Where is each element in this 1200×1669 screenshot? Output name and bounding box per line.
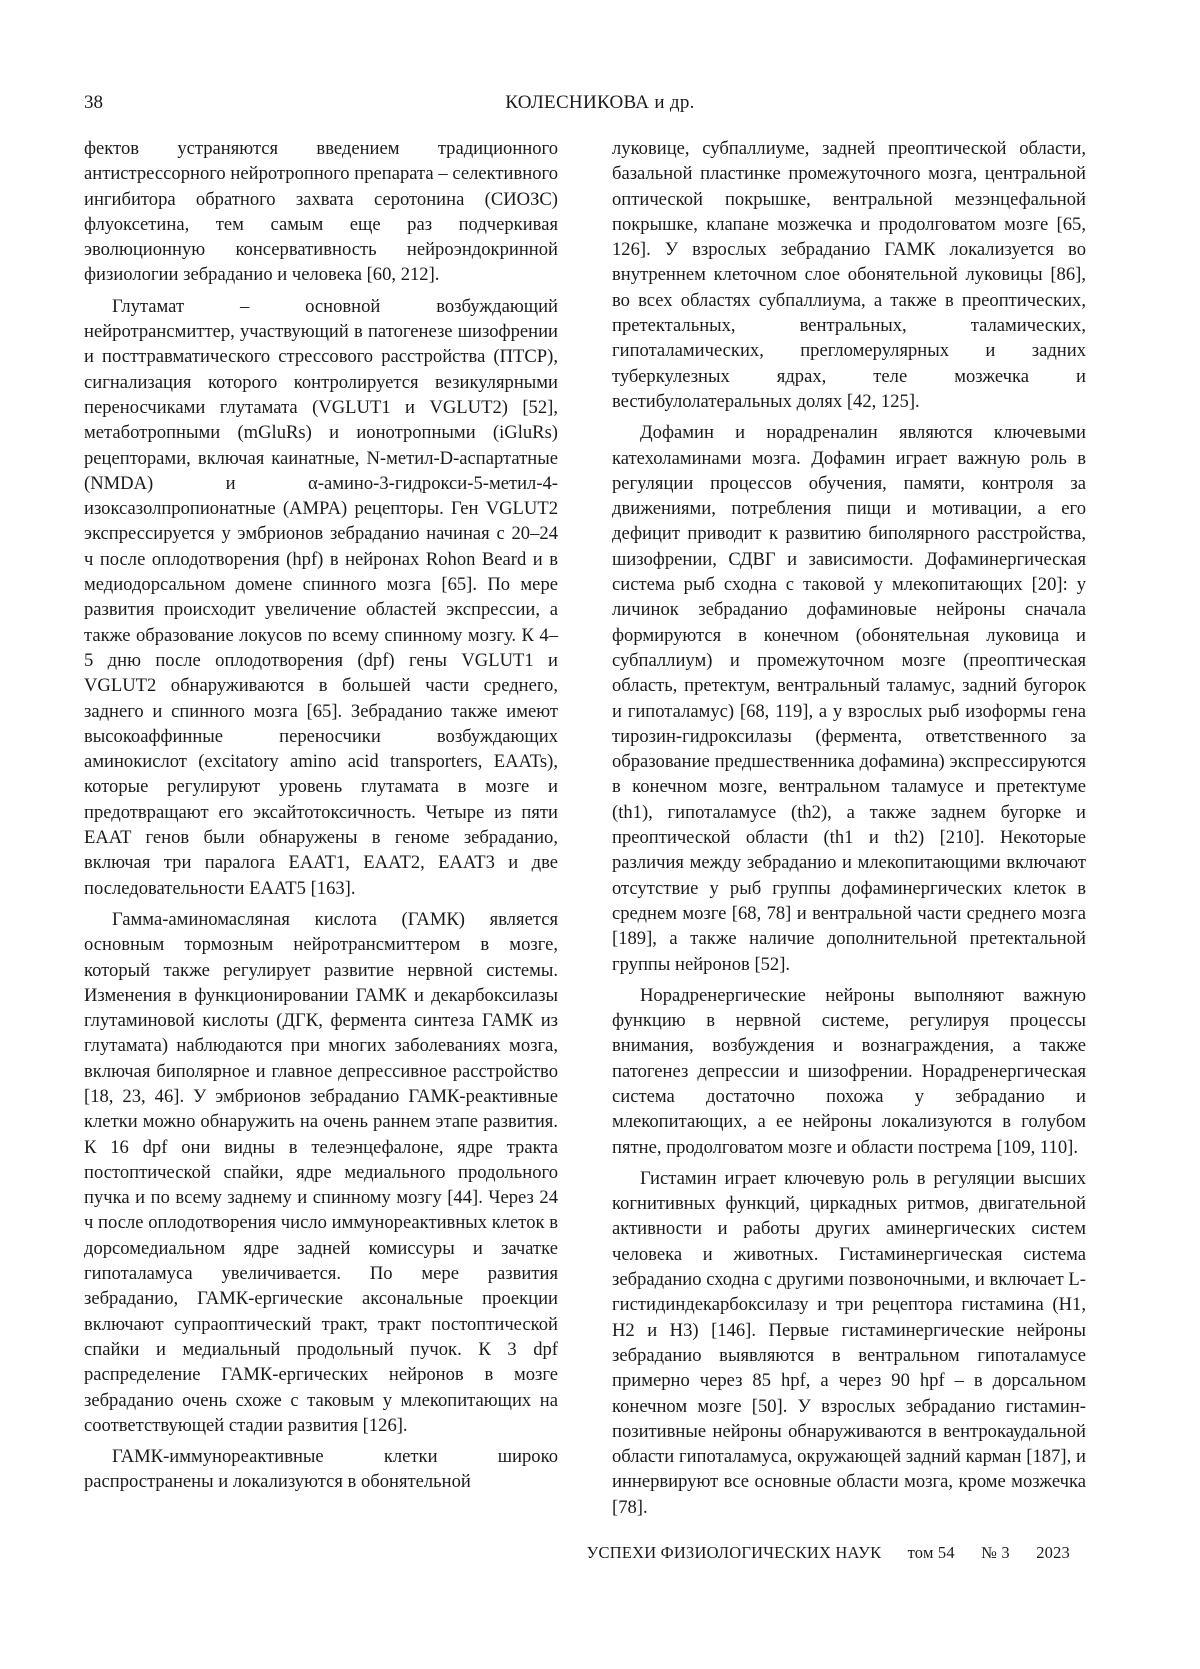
- paragraph: Дофамин и норадреналин являются ключевыми катехоламинами мозга. Дофамин играет важную роль в регуляции процессов обучения, памяти, контроля за движениями, потребления пищи и мотивации, а его дефицит приводит к развитию биполярного расстройства, шизофрении, СДВГ и зависимости. Дофаминергическая система рыб сходна с таковой у млекопитающих [20]: у личинок зебраданио дофаминовые нейроны сначала формируются в конечном (обонятельная луковица и субпаллиум) и промежуточном мозге (преоптическая область, претектум, вентральный таламус, задний бугорок и гипоталамус) [68, 119], а у взрослых рыб изоформы гена тирозин-гидроксилазы (фермента, ответственного за образование предшественника дофамина) экспрессируются в конечном мозге, вентральном таламусе и претектуме (th1), гипоталамусе (th2), а также заднем бугорке и преоптической области (th1 и th2) [210]. Некоторые различия между зебраданио и млекопитающими включают отсутствие у рыб группы дофаминергических клеток в среднем мозге [68, 78] и вентральной части среднего мозга [189], а также наличие дополнительной претектальной группы нейронов [52].: [612, 422, 1086, 975]
- paragraph: Норадренергические нейроны выполняют важную функцию в нервной системе, регулируя процессы внимания, возбуждения и вознаграждения, а также патогенез депрессии и шизофрении. Норадренергическая система достаточно похожа у зебраданио и млекопитающих, а ее нейроны локализуются в голубом пятне, продолговатом мозге и области постремa [109, 110].: [612, 984, 1086, 1158]
- left-column: [84, 136, 558, 1501]
- page-number: 38: [84, 92, 103, 113]
- paragraph: Гистамин играет ключевую роль в регуляции высших когнитивных функций, циркадных ритмов, двигательной активности и работы других аминергических систем человека и животных. Гистаминергическая система зебраданио сходна с другими позвоночными, и включает L-гистидиндекарбоксилазу и три рецептора гистамина (H1, H2 и H3) [146]. Первые гистаминергические нейроны зебраданио выявляются в вентральном гипоталамусе примерно через 85 hpf, а через 90 hpf – в дорсальном конечном мозге [50]. У взрослых зебраданио гистамин-позитивные нейроны обнаруживаются в вентрокаудальной области гипоталамуса, окружающей задний карман [187], и иннервируют все основные области мозга, кроме мозжечка [78].: [612, 1167, 1086, 1518]
- paragraph: Гамма-аминомасляная кислота (ГАМК) является основным тормозным нейротрансмиттером в мозге, который также регулирует развитие нервной системы. Изменения в функционировании ГАМК и декарбоксилазы глутаминовой кислоты (ДГК, фермента синтеза ГАМК из глутамата) наблюдаются при многих заболеваниях мозга, включая биполярное и главное депрессивное расстройство [18, 23, 46]. У эмбрионов зебраданио ГАМК-реактивные клетки можно обнаружить на очень раннем этапе развития. К 16 dpf они видны в телеэнцефалоне, ядре тракта постоптической спайки, ядре медиального продольного пучка и по всему заднему и спинному мозгу [44]. Через 24 ч после оплодотворения число иммунореактивных клеток в дорсомедиальном ядре задней комиссуры и зачатке гипоталамуса увеличивается. По мере развития зебраданио, ГАМК-ергические аксональные проекции включают супраоптический тракт, тракт постоптической спайки и медиальный продольный пучок. К 3 dpf распределение ГАМК-ергических нейронов в мозге зебраданио очень схоже с таковым у млекопитающих на соответствующей стадии развития [126].: [84, 908, 558, 1436]
- journal-title: УСПЕХИ ФИЗИОЛОГИЧЕСКИХ НАУК: [586, 1543, 882, 1562]
- paragraph: луковице, субпаллиуме, задней преоптической области, базальной пластинке промежуточного мозга, центральной оптической покрышке, вентральной мезэнцефальной покрышке, клапане мозжечка и продолговатом мозге [65, 126]. У взрослых зебраданио ГАМК локализуется во внутреннем клеточном слое обонятельной луковицы [86], во всех областях субпаллиума, а также в преоптических, претектальных, вентральных, таламических, гипоталамических, прегломерулярных и задних туберкулезных ядрах, теле мозжечка и вестибулолатеральных долях [42, 125].: [612, 138, 1086, 412]
- journal-issue: № 3: [981, 1543, 1010, 1562]
- paragraph: ГАМК-иммунореактивные клетки широко распространены и локализуются в обонятельной: [84, 1446, 558, 1493]
- page-footer: [587, 1543, 1070, 1563]
- page-header: [84, 92, 1116, 122]
- running-title: КОЛЕСНИКОВА и др.: [505, 92, 695, 113]
- right-column: [612, 136, 1086, 1526]
- paragraph: Глутамат – основной возбуждающий нейротрансмиттер, участвующий в патогенезе шизофрении и посттравматического стрессового расстройства (ПТСР), сигнализация которого контролируется везикулярными переносчиками глутамата (VGLUT1 и VGLUT2) [52], метаботропными (mGluRs) и ионотропными (iGluRs) рецепторами, включая каинатные, N-метил-D-аспартатные (NMDA) и α-амино-3-гидрокси-5-метил-4-изоксазолпропионатные (AMPA) рецепторы. Ген VGLUT2 экспрессируется у эмбрионов зебраданио начиная с 20–24 ч после оплодотворения (hpf) в нейронах Rohon Beard и в медиодорсальном домене спинного мозга [65]. По мере развития происходит увеличение областей экспрессии, а также образование локусов по всему спинному мозгу. К 4–5 дню после оплодотворения (dpf) гены VGLUT1 и VGLUT2 обнаруживаются в большей части среднего, заднего и спинного мозга [65]. Зебраданио также имеют высокоаффинные переносчики возбуждающих аминокислот (excitatory amino acid transporters, EAATs), которые регулируют уровень глутамата в мозге и предотвращают его эксайтотоксичность. Четыре из пяти EAAT генов были обнаружены в геноме зебраданио, включая три паралога EAAT1, EAAT2, EAAT3 и две последовательности EAAT5 [163].: [84, 295, 558, 899]
- journal-year: 2023: [1036, 1543, 1070, 1562]
- journal-volume: том 54: [907, 1543, 955, 1562]
- paragraph: фектов устраняются введением традиционного антистрессорного нейротропного препарата – селективного ингибитора обратного захвата серотонина (СИОЗС) флуоксетина, тем самым еще раз подчеркивая эволюционную консервативность нейроэндокринной физиологии зебраданио и человека [60, 212].: [84, 138, 558, 286]
